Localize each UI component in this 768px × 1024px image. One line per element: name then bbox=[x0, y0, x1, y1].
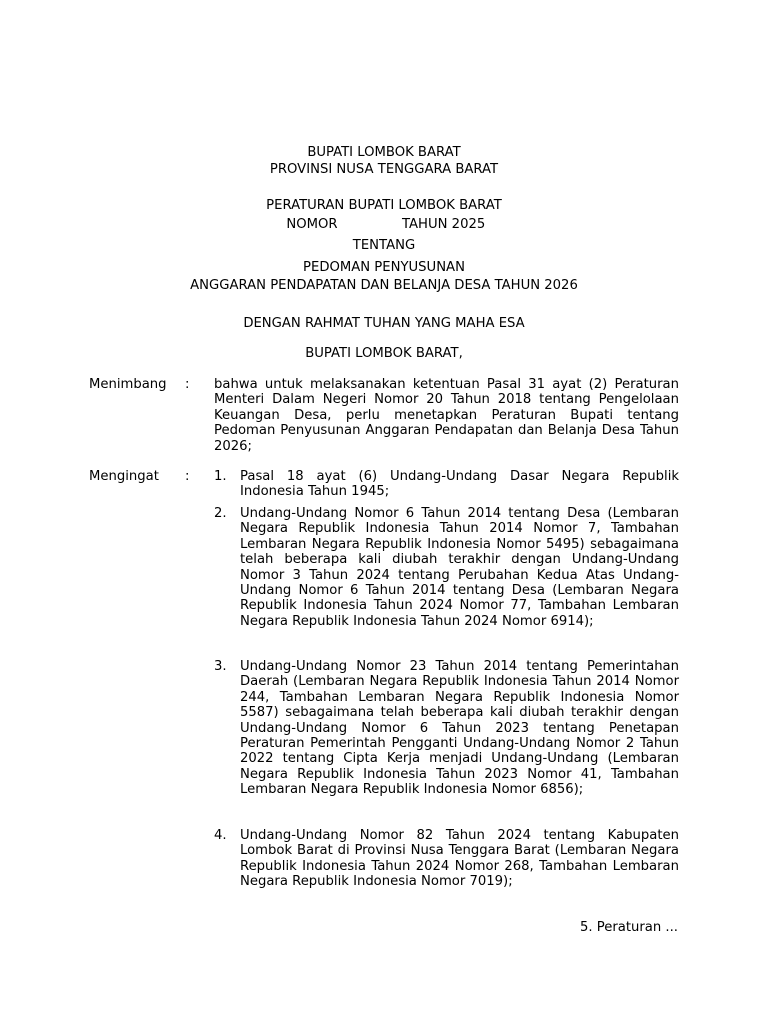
subject-line-1: PEDOMAN PENYUSUNAN bbox=[303, 260, 465, 275]
blessing-heading: DENGAN RAHMAT TUHAN YANG MAHA ESA bbox=[243, 316, 525, 331]
number-label: NOMOR bbox=[286, 217, 338, 232]
issuer-heading: BUPATI LOMBOK BARAT, bbox=[305, 346, 463, 361]
continuation-note: 5. Peraturan ... bbox=[579, 920, 678, 935]
list-item-number: 4. bbox=[214, 828, 227, 843]
menimbang-colon: : bbox=[185, 377, 190, 392]
list-item-number: 2. bbox=[214, 506, 227, 521]
menimbang-label: Menimbang bbox=[89, 377, 167, 392]
list-item-text: Undang-Undang Nomor 23 Tahun 2014 tentang Pemerintahan Daerah (Lembaran Negara Republik Indonesia Tahun 2014 Nomor 244, Tambahan Lembaran Negara Republik Indonesia Nomor 5587) sebagaimana telah beberapa kali diubah terakhir dengan Undang-Undang Nomor 6 Tahun 2023 tentang Penetapan Peraturan Pemerintah Pengganti Undang-Undang Nomor 2 Tahun 2022 tentang Cipta Kerja menjadi Undang-Undang (Lembaran Negara Republik Indonesia Tahun 2023 Nomor 41, Tambahan Lembaran Negara Republik Indonesia Nomor 6856); bbox=[240, 659, 679, 798]
list-item-text: Undang-Undang Nomor 82 Tahun 2024 tentang Kabupaten Lombok Barat di Provinsi Nusa Tenggara Barat (Lembaran Negara Republik Indonesia Tahun 2024 Nomor 268, Tambahan Lembaran Negara Republik Indonesia Nomor 7019); bbox=[240, 828, 679, 890]
list-item-text: Undang-Undang Nomor 6 Tahun 2014 tentang Desa (Lembaran Negara Republik Indonesia Tahun 2014 Nomor 7, Tambahan Lembaran Negara Republik Indonesia Nomor 5495) sebagaimana telah beberapa kali diubah terakhir dengan Undang-Undang Nomor 3 Tahun 2024 tentang Perubahan Kedua Atas Undang-Undang Nomor 6 Tahun 2014 tentang Desa (Lembaran Negara Republik Indonesia Tahun 2024 Nomor 77, Tambahan Lembaran Negara Republik Indonesia Tahun 2024 Nomor 6914); bbox=[240, 506, 679, 629]
mengingat-label: Mengingat bbox=[89, 469, 159, 484]
regent-heading: BUPATI LOMBOK BARAT bbox=[307, 145, 461, 160]
year-label: TAHUN 2025 bbox=[402, 217, 486, 232]
province-heading: PROVINSI NUSA TENGGARA BARAT bbox=[269, 162, 499, 177]
regulation-title: PERATURAN BUPATI LOMBOK BARAT bbox=[266, 198, 502, 213]
about-heading: TENTANG bbox=[352, 238, 416, 253]
list-item-text: Pasal 18 ayat (6) Undang-Undang Dasar Negara Republik Indonesia Tahun 1945; bbox=[240, 469, 679, 500]
regulation-number-line bbox=[0, 216, 768, 233]
menimbang-text: bahwa untuk melaksanakan ketentuan Pasal 31 ayat (2) Peraturan Menteri Dalam Negeri Nomor 20 Tahun 2018 tentang Pengelolaan Keuangan Desa, perlu menetapkan Peraturan Bupati tentang Pedoman Penyusunan Anggaran Pendapatan dan Belanja Desa Tahun 2026; bbox=[214, 377, 679, 454]
subject-line-2: ANGGARAN PENDAPATAN DAN BELANJA DESA TAHUN 2026 bbox=[190, 278, 578, 293]
mengingat-colon: : bbox=[185, 469, 190, 484]
list-item-number: 1. bbox=[214, 469, 227, 484]
list-item-number: 3. bbox=[214, 659, 227, 674]
